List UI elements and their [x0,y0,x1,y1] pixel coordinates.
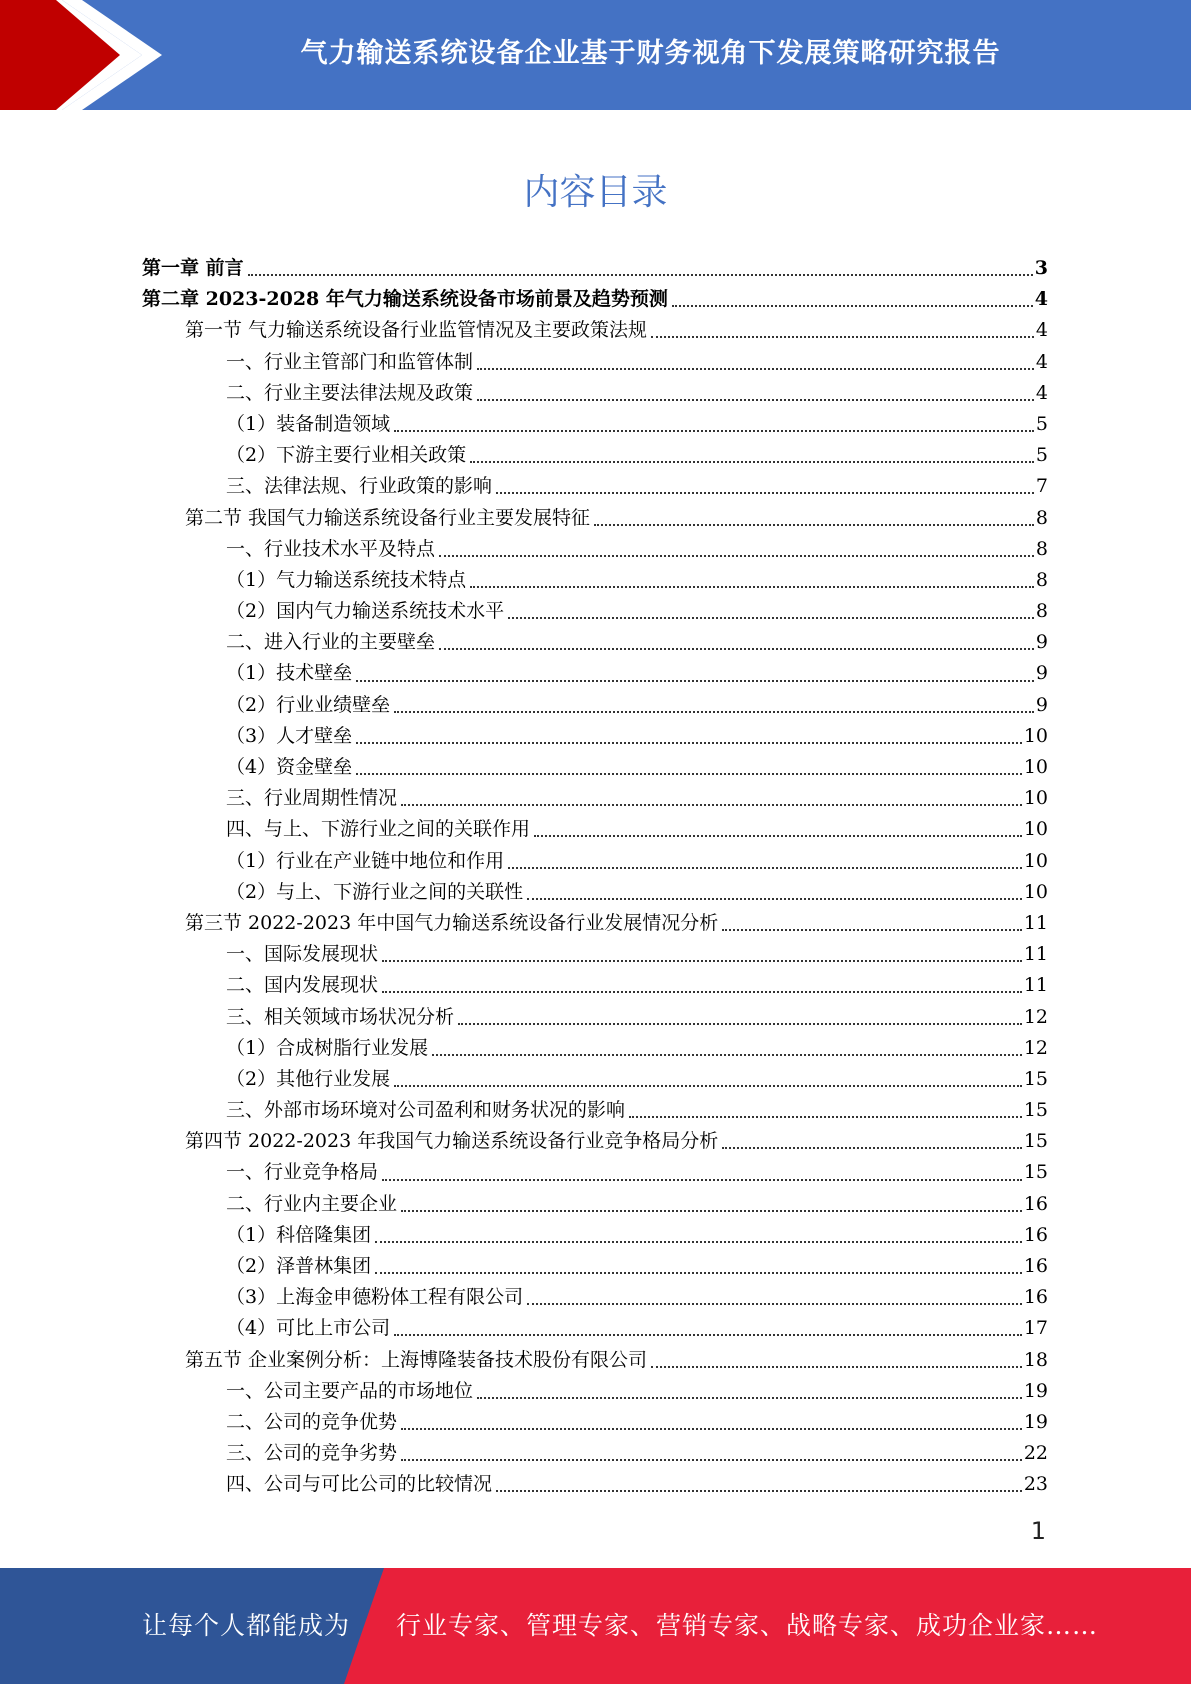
toc-leader-dots [382,990,1022,993]
toc-entry-title: 一、行业主管部门和监管体制 [226,350,474,373]
toc-leader-dots [432,1053,1022,1056]
toc-leader-dots [722,1146,1022,1149]
toc-entry-page: 16 [1023,1286,1048,1309]
toc-entry-title: （1）装备制造领域 [226,412,391,435]
toc-leader-dots [401,1427,1022,1430]
toc-entry[interactable] [142,1220,1048,1251]
toc-entry-title: 第三节 2022-2023 年中国气力输送系统设备行业发展情况分析 [185,911,719,934]
toc-entry-page: 8 [1035,568,1048,591]
toc-entry[interactable] [142,1095,1048,1126]
toc-entry-title: 二、国内发展现状 [226,974,379,997]
toc-entry-page: 15 [1023,1130,1048,1153]
toc-entry-title: 一、行业技术水平及特点 [226,537,436,560]
page-number: 1 [1030,1517,1046,1545]
toc-leader-dots [496,1489,1022,1492]
toc-entry-title: 第五节 企业案例分析：上海博隆装备技术股份有限公司 [185,1348,648,1371]
toc-entry[interactable] [142,814,1048,845]
toc-entry-title: （1）合成树脂行业发展 [226,1036,429,1059]
toc-entry-title: 三、公司的竞争劣势 [226,1442,398,1465]
toc-entry[interactable] [142,721,1048,752]
toc-entry[interactable] [142,440,1048,471]
toc-entry-page: 4 [1035,350,1048,373]
toc-entry-page: 19 [1023,1410,1048,1433]
toc-entry-title: 三、相关领域市场状况分析 [226,1005,455,1028]
toc-leader-dots [508,616,1034,619]
toc-entry[interactable] [142,846,1048,877]
toc-entry-page: 4 [1034,288,1048,311]
toc-entry-title: 第二章 2023-2028 年气力输送系统设备市场前景及趋势预测 [142,288,668,311]
toc-entry[interactable] [142,596,1048,627]
toc-leader-dots [394,710,1034,713]
toc-entry-page: 22 [1023,1442,1048,1465]
toc-entry-title: （2）国内气力输送系统技术水平 [226,600,505,623]
report-title: 气力输送系统设备企业基于财务视角下发展策略研究报告 [300,37,1001,69]
toc-leader-dots [470,585,1034,588]
toc-entry[interactable] [142,1282,1048,1313]
toc-entry-title: （4）资金壁垒 [226,756,353,778]
toc-leader-dots [375,1240,1022,1243]
toc-entry[interactable] [142,1251,1048,1282]
toc-entry[interactable] [142,1469,1048,1500]
toc-entry[interactable] [142,783,1048,814]
toc-entry[interactable] [142,752,1048,783]
toc-entry[interactable] [142,534,1048,565]
toc-leader-dots [672,304,1033,307]
toc-entry-page: 19 [1023,1379,1048,1402]
toc-leader-dots [439,647,1034,650]
toc-leader-dots [356,741,1022,744]
toc-entry[interactable] [142,1313,1048,1344]
toc-entry-page: 4 [1035,381,1048,404]
toc-entry[interactable] [142,1002,1048,1033]
toc-entry[interactable] [142,347,1048,378]
toc-entry-page: 9 [1035,662,1048,685]
toc-entry-title: 一、行业竞争格局 [226,1161,379,1184]
toc-entry[interactable] [142,1376,1048,1407]
toc-leader-dots [470,460,1034,463]
toc-entry-page: 15 [1023,1099,1048,1122]
toc-entry[interactable] [142,1438,1048,1469]
toc-entry[interactable] [142,627,1048,658]
toc-entry[interactable] [142,315,1048,346]
toc-entry-page: 8 [1035,506,1048,529]
toc-leader-dots [651,335,1034,338]
toc-leader-dots [401,1458,1022,1461]
toc-entry-title: 第四节 2022-2023 年我国气力输送系统设备行业竞争格局分析 [185,1130,719,1153]
toc-entry-page: 23 [1023,1473,1048,1496]
toc-entry-title: （1）技术壁垒 [226,662,353,685]
toc-list [142,253,1048,1501]
toc-entry-page: 12 [1023,1005,1048,1028]
toc-leader-dots [477,367,1034,370]
toc-leader-dots [394,1333,1022,1336]
toc-leader-dots [375,1271,1022,1274]
toc-leader-dots [534,834,1022,837]
toc-entry-page: 10 [1023,787,1048,810]
toc-leader-dots [527,1302,1022,1305]
toc-entry[interactable] [142,565,1048,596]
toc-entry-title: （2）与上、下游行业之间的关联性 [226,880,524,903]
toc-entry[interactable] [142,1064,1048,1095]
toc-entry-title: 三、外部市场环境对公司盈利和财务状况的影响 [226,1099,626,1122]
toc-leader-dots [722,928,1022,931]
toc-entry-title: 二、进入行业的主要壁垒 [226,631,436,654]
toc-entry-page: 15 [1023,1067,1048,1090]
toc-entry[interactable] [142,284,1048,315]
toc-entry-page: 15 [1023,1161,1048,1184]
toc-leader-dots [651,1365,1022,1368]
toc-entry[interactable] [142,1189,1048,1220]
toc-entry[interactable] [142,939,1048,970]
toc-entry-title: 四、公司与可比公司的比较情况 [226,1473,493,1496]
toc-leader-dots [458,1022,1022,1025]
toc-leader-dots [401,1209,1022,1212]
toc-entry-page: 12 [1023,1036,1048,1059]
toc-entry-page: 17 [1023,1317,1048,1340]
toc-entry-title: （3）人才壁垒 [226,724,353,747]
toc-entry[interactable] [142,471,1048,502]
toc-entry-title: 二、行业主要法律法规及政策 [226,381,474,404]
footer-band [0,1568,1191,1684]
toc-entry-title: 一、公司主要产品的市场地位 [226,1379,474,1402]
toc-entry[interactable] [142,409,1048,440]
toc-entry[interactable] [142,970,1048,1001]
toc-entry-title: （2）下游主要行业相关政策 [226,444,467,467]
toc-entry[interactable] [142,1345,1048,1376]
toc-entry[interactable] [142,1407,1048,1438]
toc-entry-page: 10 [1023,849,1048,872]
toc-entry-title: 三、法律法规、行业政策的影响 [226,475,493,498]
toc-leader-dots [248,273,1033,276]
toc-leader-dots [594,523,1034,526]
toc-entry-page: 8 [1035,537,1048,560]
toc-entry-page: 16 [1023,1192,1048,1215]
toc-entry-title: 第一章 前言 [142,257,244,279]
toc-entry-title: 三、行业周期性情况 [226,787,398,810]
toc-leader-dots [356,772,1022,775]
toc-entry-title: （2）行业业绩壁垒 [226,693,391,716]
toc-entry-title: 第二节 我国气力输送系统设备行业主要发展特征 [185,506,591,529]
toc-leader-dots [382,1178,1022,1181]
toc-entry-page: 5 [1035,412,1048,435]
toc-leader-dots [401,803,1022,806]
toc-entry[interactable] [142,877,1048,908]
toc-entry-page: 10 [1023,724,1048,747]
toc-entry[interactable] [142,378,1048,409]
toc-entry-title: （3）上海金申德粉体工程有限公司 [226,1286,524,1309]
toc-entry-title: 一、国际发展现状 [226,943,379,966]
toc-entry-title: 四、与上、下游行业之间的关联作用 [226,818,531,841]
toc-entry-page: 11 [1023,943,1048,966]
toc-entry-page: 10 [1023,818,1048,841]
toc-entry-page: 11 [1023,974,1048,997]
toc-entry-page: 4 [1035,319,1048,342]
toc-entry[interactable] [142,1157,1048,1188]
toc-entry[interactable] [142,908,1048,939]
toc-entry-page: 16 [1023,1255,1048,1277]
toc-entry[interactable] [142,690,1048,721]
footer-slogan-right: 行业专家、管理专家、营销专家、战略专家、成功企业家…… [396,1611,1099,1640]
toc-entry-page: 8 [1035,600,1048,623]
toc-entry-title: （2）其他行业发展 [226,1067,391,1090]
toc-entry[interactable] [142,253,1048,284]
toc-leader-dots [439,554,1034,557]
toc-entry-page: 9 [1035,693,1048,716]
toc-leader-dots [527,897,1022,900]
toc-entry-page: 10 [1023,756,1048,778]
toc-entry-title: （4）可比上市公司 [226,1317,391,1340]
toc-leader-dots [394,429,1034,432]
toc-leader-dots [382,959,1022,962]
toc-entry-page: 10 [1023,880,1048,903]
toc-entry-title: 二、公司的竞争优势 [226,1410,398,1433]
toc-entry-page: 5 [1035,444,1048,467]
toc-title: 内容目录 [523,172,668,213]
toc-leader-dots [496,491,1034,494]
toc-entry-title: （2）泽普林集团 [226,1255,372,1277]
toc-entry[interactable] [142,1033,1048,1064]
toc-leader-dots [477,1396,1022,1399]
toc-entry-title: 第一节 气力输送系统设备行业监管情况及主要政策法规 [185,319,648,342]
toc-entry-title: 二、行业内主要企业 [226,1192,398,1215]
toc-entry[interactable] [142,503,1048,534]
toc-leader-dots [356,679,1034,682]
header-band [0,0,1191,110]
toc-entry[interactable] [142,1126,1048,1157]
toc-leader-dots [508,866,1022,869]
toc-leader-dots [394,1084,1022,1087]
toc-entry-page: 3 [1034,257,1048,279]
toc-entry-page: 18 [1023,1348,1048,1371]
toc-entry-title: （1）科倍隆集团 [226,1223,372,1246]
toc-entry-page: 9 [1035,631,1048,654]
toc-entry-page: 11 [1023,911,1048,934]
toc-entry-title: （1）行业在产业链中地位和作用 [226,849,505,872]
toc-entry-page: 7 [1035,475,1048,498]
toc-leader-dots [477,398,1034,401]
toc-entry-title: （1）气力输送系统技术特点 [226,568,467,591]
toc-entry[interactable] [142,658,1048,689]
toc-leader-dots [629,1115,1022,1118]
footer-slogan-left: 让每个人都能成为 [142,1611,351,1640]
toc-entry-page: 16 [1023,1223,1048,1246]
